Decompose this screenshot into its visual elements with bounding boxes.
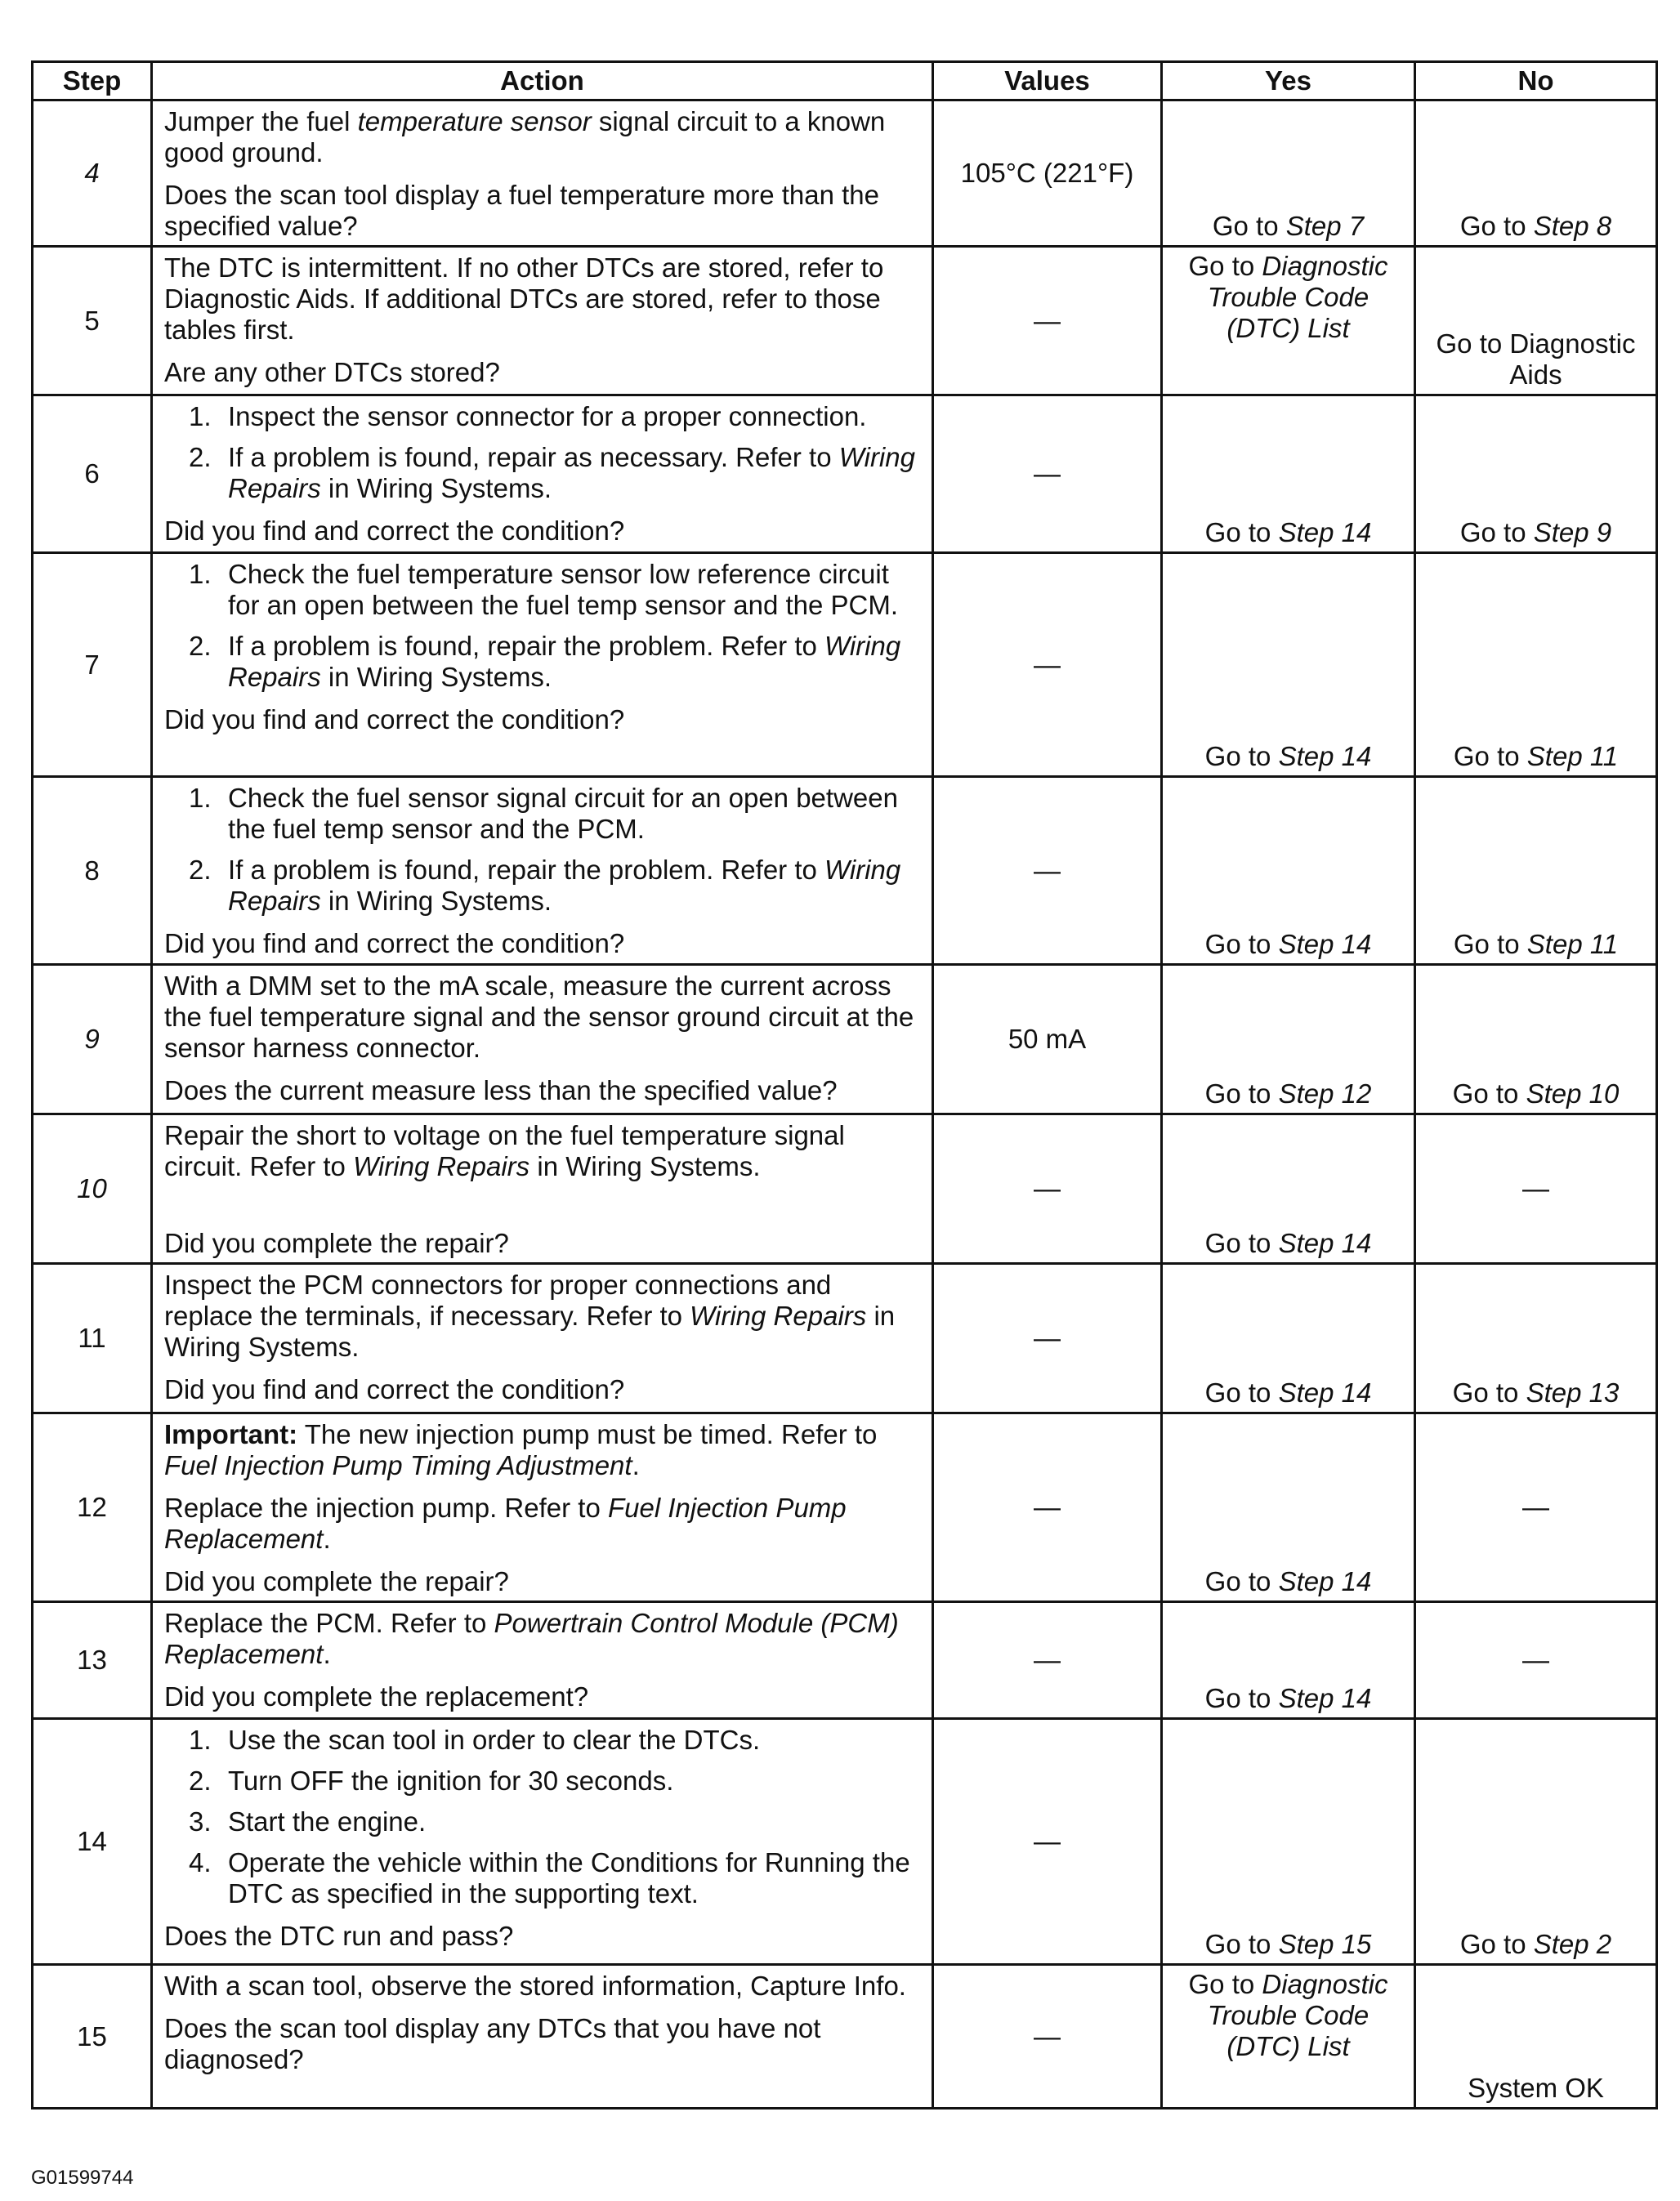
text-run: in Wiring Systems. [320,662,552,692]
action-cell [152,1114,933,1264]
step-number: 12 [33,1413,152,1602]
step-item-number: 1. [189,1725,212,1755]
action-paragraph [164,1566,920,1597]
text-run: Does the scan tool display any DTCs that you have not diagnosed? [164,2013,821,2074]
yes-cell [1162,777,1415,965]
text-run: Go to [1452,1078,1526,1109]
italic-text: Step 14 [1278,741,1372,771]
italic-text: Wiring Repairs [353,1151,530,1181]
table-row [33,1413,1657,1602]
step-item [164,1766,920,1797]
italic-text: Step 10 [1526,1078,1620,1109]
header-step: Step [33,62,152,100]
action-paragraph [164,357,920,388]
italic-text: Step 2 [1533,1929,1612,1959]
table-row [33,965,1657,1114]
text-run: Go to [1453,929,1527,959]
value-cell: — [933,1264,1162,1413]
value-cell: — [933,1413,1162,1602]
table-row [33,100,1657,247]
action-cell [152,1719,933,1965]
text-run: With a scan tool, observe the stored information, Capture Info. [164,1971,906,2001]
text-run: . [632,1450,640,1480]
yes-cell [1162,1719,1415,1965]
action-paragraph [164,704,920,735]
text-run: Did you complete the repair? [164,1228,509,1258]
value-cell: — [933,1114,1162,1264]
italic-text: Step 11 [1526,929,1619,959]
step-item [164,559,920,621]
text-run: Go to Diagnostic Aids [1436,328,1636,390]
yes-cell [1162,553,1415,777]
italic-text: Wiring Repairs [228,855,901,916]
no-cell [1415,965,1657,1114]
no-cell [1415,247,1657,395]
text-run: Did you find and correct the condition? [164,1374,625,1404]
action-cell [152,1413,933,1602]
text-run: in Wiring Systems. [320,473,552,503]
text-run: — [1522,1173,1549,1203]
step-item [164,783,920,845]
table-row [33,777,1657,965]
text-run: The new injection pump must be timed. Refer to [297,1419,878,1449]
text-run: Inspect the sensor connector for a proper connection. [228,401,867,431]
table-body [33,100,1657,2109]
table-row [33,553,1657,777]
yes-cell [1162,395,1415,553]
step-item-number: 2. [189,631,212,661]
action-paragraph [164,1493,920,1555]
header-action: Action [152,62,933,100]
text-run: . [323,1524,331,1554]
action-paragraph [164,928,920,959]
action-paragraph [164,516,920,547]
action-cell [152,1965,933,2109]
italic-text: temperature sensor [357,106,592,136]
italic-text: Step 12 [1278,1078,1372,1109]
yes-cell [1162,100,1415,247]
numbered-steps [164,559,920,693]
italic-text: Step 14 [1278,1228,1372,1258]
text-run: Did you find and correct the condition? [164,928,625,958]
text-run: Use the scan tool in order to clear the DTCs. [228,1725,761,1755]
step-item-number: 1. [189,559,212,589]
action-paragraph [164,1971,920,2002]
table-row [33,1602,1657,1719]
text-run: Did you complete the repair? [164,1566,509,1596]
value-cell: — [933,247,1162,395]
action-paragraph [164,1681,920,1712]
step-number: 9 [33,965,152,1114]
text-run: With a DMM set to the mA scale, measure the current across the fuel temperature signal and the sensor ground circuit at the sensor harness connector. [164,971,914,1063]
text-run: in Wiring Systems. [529,1151,761,1181]
italic-text: Fuel Injection Pump Timing Adjustment [164,1450,632,1480]
action-cell [152,1264,933,1413]
text-run: Go to [1452,1377,1526,1408]
italic-text: Step 7 [1285,211,1365,241]
text-run: Go to [1188,1969,1262,1999]
italic-text: Diagnostic Trouble Code (DTC) List [1207,1969,1388,2061]
step-item-number: 1. [189,783,212,813]
italic-text: Fuel Injection Pump Replacement [164,1493,847,1554]
text-run: Go to [1204,1078,1279,1109]
no-cell [1415,1264,1657,1413]
italic-text: Wiring Repairs [228,631,901,692]
action-paragraph [164,1921,920,1952]
no-cell [1415,1114,1657,1264]
no-cell [1415,100,1657,247]
italic-text: Step 14 [1278,1377,1372,1408]
step-number: 10 [33,1114,152,1264]
text-run: Go to [1204,929,1279,959]
action-cell [152,965,933,1114]
bold-label: Important: [164,1419,298,1449]
italic-text: Step 14 [1278,1683,1372,1713]
text-run: Go to [1459,211,1534,241]
action-paragraph [164,971,920,1064]
table-row [33,1264,1657,1413]
step-number: 4 [33,100,152,247]
text-run: Go to [1212,211,1286,241]
value-cell: 50 mA [933,965,1162,1114]
yes-cell [1162,1413,1415,1602]
text-run: Check the fuel temperature sensor low reference circuit for an open between the fuel temp sensor and the PCM. [228,559,899,620]
no-cell [1415,777,1657,965]
text-run: in Wiring Systems. [164,1301,896,1362]
table-row [33,247,1657,395]
text-run: If a problem is found, repair the problem. Refer to [228,631,825,661]
text-run: Did you complete the replacement? [164,1681,589,1712]
action-paragraph [164,1120,920,1182]
step-item [164,1806,920,1837]
step-item-number: 2. [189,442,212,472]
action-paragraph [164,1374,920,1405]
action-paragraph [164,180,920,242]
text-run: The DTC is intermittent. If no other DTCs are stored, refer to Diagnostic Aids. If additional DTCs are stored, refer to those tables first. [164,252,884,345]
italic-text: Powertrain Control Module (PCM) Replacement [164,1608,899,1669]
text-run: — [1522,1645,1549,1675]
text-run: System OK [1468,2073,1604,2103]
italic-text: Step 11 [1526,741,1619,771]
text-run: Check the fuel sensor signal circuit for an open between the fuel temp sensor and the PCM. [228,783,898,844]
value-cell: — [933,553,1162,777]
step-item [164,631,920,693]
text-run: Go to [1204,741,1279,771]
yes-cell [1162,1264,1415,1413]
value-cell: — [933,1719,1162,1965]
step-item [164,401,920,432]
text-run: Replace the injection pump. Refer to [164,1493,608,1523]
action-paragraph [164,1228,920,1259]
italic-text: Step 14 [1278,929,1372,959]
italic-text: Step 9 [1533,517,1612,547]
italic-text: Wiring Repairs [690,1301,867,1331]
value-cell: — [933,395,1162,553]
step-item [164,855,920,917]
table-header-row [33,62,1657,100]
text-run: Does the scan tool display a fuel temperature more than the specified value? [164,180,879,241]
text-run: Inspect the PCM connectors for proper connections and replace the terminals, if necessary. Refer to [164,1270,832,1331]
text-run: Did you find and correct the condition? [164,704,625,734]
step-item-number: 2. [189,855,212,885]
yes-cell [1162,247,1415,395]
figure-id: G01599744 [31,2167,134,2189]
text-run: Repair the short to voltage on the fuel temperature signal circuit. Refer to [164,1120,845,1181]
action-cell [152,1602,933,1719]
step-number: 15 [33,1965,152,2109]
no-cell [1415,395,1657,553]
text-run: in Wiring Systems. [320,886,552,916]
step-item-number: 1. [189,401,212,431]
action-paragraph [164,1270,920,1363]
action-cell [152,553,933,777]
step-item-number: 2. [189,1766,212,1796]
header-values: Values [933,62,1162,100]
text-run: Go to [1459,1929,1534,1959]
yes-cell [1162,1602,1415,1719]
table-row [33,1719,1657,1965]
text-run: Go to [1204,1228,1279,1258]
step-number: 13 [33,1602,152,1719]
step-item [164,442,920,504]
italic-text: Step 15 [1278,1929,1372,1959]
yes-cell [1162,1965,1415,2109]
text-run: signal circuit to a known good ground. [164,106,886,167]
numbered-steps [164,783,920,917]
text-run: Go to [1453,741,1527,771]
text-run: Turn OFF the ignition for 30 seconds. [228,1766,674,1796]
step-item-number: 4. [189,1847,212,1877]
step-item [164,1847,920,1909]
text-run: Replace the PCM. Refer to [164,1608,494,1638]
action-cell [152,100,933,247]
text-run: . [323,1639,331,1669]
italic-text: Wiring Repairs [228,442,915,503]
text-run: Did you find and correct the condition? [164,516,625,546]
no-cell [1415,1965,1657,2109]
text-run: Start the engine. [228,1806,427,1837]
text-run: Does the current measure less than the specified value? [164,1075,838,1105]
text-run: Go to [1204,517,1279,547]
action-paragraph [164,1419,920,1481]
text-run: Jumper the fuel [164,106,358,136]
text-run: Operate the vehicle within the Conditions for Running the DTC as specified in the supporting text. [228,1847,910,1909]
numbered-steps [164,401,920,504]
no-cell [1415,1413,1657,1602]
text-run: Go to [1204,1377,1279,1408]
text-run: If a problem is found, repair as necessary. Refer to [228,442,839,472]
action-paragraph [164,1075,920,1106]
table-row [33,1114,1657,1264]
action-paragraph [164,106,920,168]
step-number: 8 [33,777,152,965]
no-cell [1415,1602,1657,1719]
italic-text: Step 14 [1278,1566,1372,1596]
step-number: 14 [33,1719,152,1965]
text-run: Go to [1204,1683,1279,1713]
text-run: Are any other DTCs stored? [164,357,500,387]
step-number: 6 [33,395,152,553]
step-item-number: 3. [189,1806,212,1837]
action-paragraph [164,1608,920,1670]
text-run: Does the DTC run and pass? [164,1921,514,1951]
step-number: 5 [33,247,152,395]
text-run: Go to [1204,1566,1279,1596]
italic-text: Step 13 [1526,1377,1620,1408]
no-cell [1415,1719,1657,1965]
step-item [164,1725,920,1756]
value-cell: 105°C (221°F) [933,100,1162,247]
italic-text: Diagnostic Trouble Code (DTC) List [1207,251,1388,343]
step-number: 7 [33,553,152,777]
value-cell: — [933,1602,1162,1719]
text-run: If a problem is found, repair the problem. Refer to [228,855,825,885]
yes-cell [1162,965,1415,1114]
table-row [33,1965,1657,2109]
header-no: No [1415,62,1657,100]
text-run: Go to [1204,1929,1279,1959]
action-cell [152,247,933,395]
value-cell: — [933,777,1162,965]
action-paragraph [164,2013,920,2075]
no-cell [1415,553,1657,777]
diagnostic-table [31,60,1658,2109]
header-yes: Yes [1162,62,1415,100]
value-cell: — [933,1965,1162,2109]
italic-text: Step 14 [1278,517,1372,547]
italic-text: Step 8 [1533,211,1612,241]
text-run: — [1522,1492,1549,1522]
action-cell [152,777,933,965]
numbered-steps [164,1725,920,1909]
table-row [33,395,1657,553]
text-run: Go to [1188,251,1262,281]
text-run: Go to [1459,517,1534,547]
action-cell [152,395,933,553]
yes-cell [1162,1114,1415,1264]
step-number: 11 [33,1264,152,1413]
action-paragraph [164,252,920,346]
